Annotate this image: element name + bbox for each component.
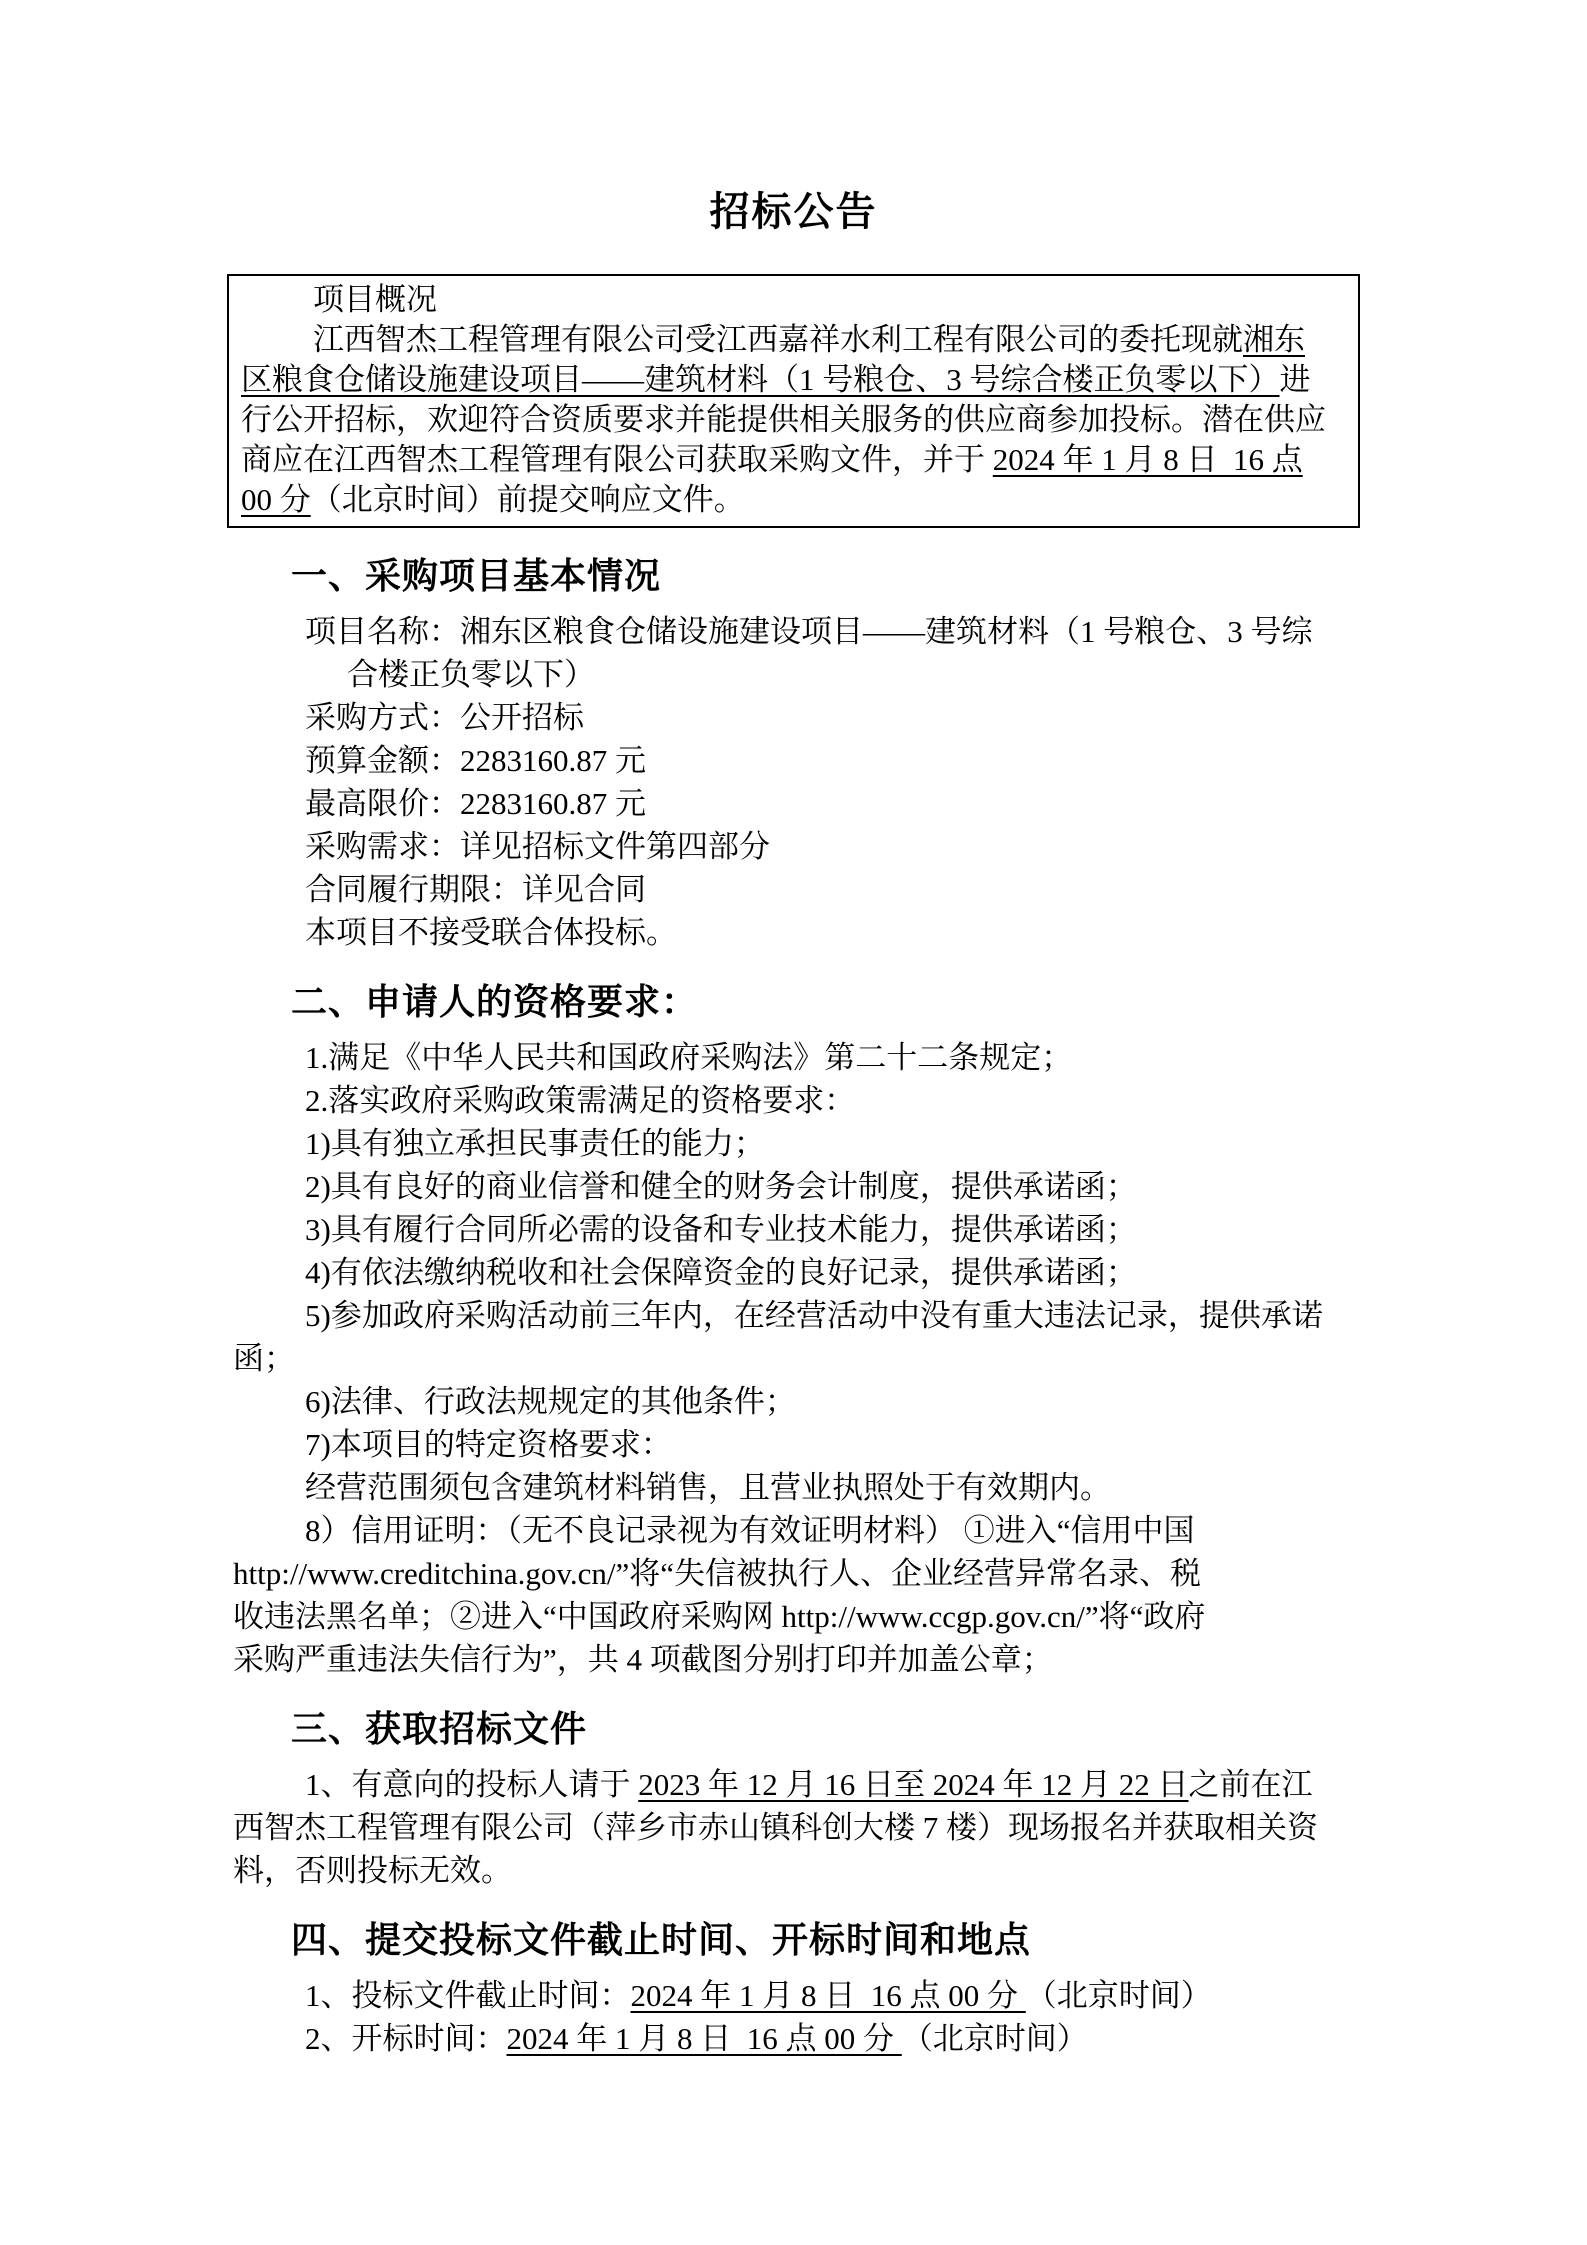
section-heading-2: 二、申请人的资格要求： xyxy=(291,982,699,1022)
text-line xyxy=(233,1294,1443,1337)
text-segment: 合楼正负零以下） xyxy=(347,657,595,692)
text-line xyxy=(233,825,1443,868)
section-heading-4: 四、提交投标文件截止时间、开标时间和地点 xyxy=(291,1920,1032,1960)
text-line xyxy=(233,1251,1443,1294)
underlined-segment: 00 分 xyxy=(241,482,311,517)
text-line xyxy=(241,320,1346,360)
text-segment: 采购需求：详见招标文件第四部分 xyxy=(305,829,770,864)
underlined-segment: 2024 年 1 月 8 日 16 点 00 分 xyxy=(506,2021,902,2056)
text-segment: 之前在江 xyxy=(1188,1767,1313,1802)
text-line xyxy=(233,1974,1443,2017)
text-line xyxy=(241,360,1346,400)
underlined-segment: 2023 年 12 月 16 日至 2024 年 12 月 22 日 xyxy=(638,1767,1189,1802)
document-title: 招标公告 xyxy=(709,189,878,234)
text-segment: 收违法黑名单；②进入“中国政府采购网 http://www.ccgp.gov.cn/”将“政府 xyxy=(233,1599,1206,1634)
underlined-segment: 区粮食仓储设施建设项目——建筑材料（1 号粮仓、3 号综合楼正负零以下） xyxy=(241,362,1280,397)
text-line xyxy=(233,1806,1443,1849)
text-segment: 2、开标时间： xyxy=(305,2021,507,2056)
text-segment: 1、投标文件截止时间： xyxy=(305,1978,631,2013)
text-line xyxy=(233,1638,1443,1681)
text-segment: 采购方式：公开招标 xyxy=(305,700,584,735)
text-line xyxy=(233,1509,1443,1552)
text-segment: 3)具有履行合同所必需的设备和专业技术能力，提供承诺函； xyxy=(305,1212,1137,1247)
text-segment: 经营范围须包含建筑材料销售，且营业执照处于有效期内。 xyxy=(305,1470,1111,1505)
underlined-segment: 湘东 xyxy=(1243,322,1305,357)
text-segment: 1.满足《中华人民共和国政府采购法》第二十二条规定； xyxy=(305,1040,1073,1075)
section-body-3 xyxy=(233,1763,1443,1892)
document-body xyxy=(233,552,1443,2060)
section-heading-1: 一、采购项目基本情况 xyxy=(291,556,662,596)
text-segment: 预算金额：2283160.87 元 xyxy=(305,743,646,778)
text-segment: （北京时间） xyxy=(901,2021,1088,2056)
text-line xyxy=(233,868,1443,911)
text-segment: 最高限价：2283160.87 元 xyxy=(305,786,646,821)
text-line xyxy=(233,1122,1443,1165)
text-line xyxy=(241,440,1346,480)
text-line xyxy=(233,911,1443,954)
text-segment: 6)法律、行政法规规定的其他条件； xyxy=(305,1384,796,1419)
text-segment: 函； xyxy=(233,1341,295,1376)
text-segment: 料，否则投标无效。 xyxy=(233,1853,512,1888)
text-segment: 2.落实政府采购政策需满足的资格要求： xyxy=(305,1083,856,1118)
text-segment: http://www.creditchina.gov.cn/”将“失信被执行人、企业经营异常名录、税 xyxy=(233,1556,1202,1591)
text-segment: 项目概况 xyxy=(313,282,437,317)
text-line xyxy=(233,1165,1443,1208)
text-line xyxy=(233,2017,1443,2060)
project-overview-box xyxy=(227,274,1360,528)
section-heading-3: 三、获取招标文件 xyxy=(291,1709,588,1749)
text-segment: 本项目不接受联合体投标。 xyxy=(305,915,677,950)
section-body-4 xyxy=(233,1974,1443,2060)
text-line xyxy=(233,1380,1443,1423)
text-segment: 商应在江西智杰工程管理有限公司获取采购文件，并于 xyxy=(241,442,993,477)
text-segment: （北京时间）前提交响应文件。 xyxy=(310,482,745,517)
text-segment: 5)参加政府采购活动前三年内，在经营活动中没有重大违法记录，提供承诺 xyxy=(305,1298,1323,1333)
text-segment: 采购严重违法失信行为”，共 4 项截图分别打印并加盖公章； xyxy=(233,1642,1053,1677)
text-line xyxy=(233,1036,1443,1079)
text-segment: 行公开招标，欢迎符合资质要求并能提供相关服务的供应商参加投标。潜在供应 xyxy=(241,402,1326,437)
text-line xyxy=(233,1208,1443,1251)
text-segment: 合同履行期限：详见合同 xyxy=(305,872,646,907)
text-line xyxy=(233,1763,1443,1806)
text-line xyxy=(233,1552,1443,1595)
underlined-segment: 2024 年 1 月 8 日 16 点 xyxy=(992,442,1303,477)
text-line xyxy=(233,696,1443,739)
text-line xyxy=(233,1423,1443,1466)
text-line xyxy=(233,610,1443,653)
text-line xyxy=(233,1849,1443,1892)
text-line xyxy=(233,1595,1443,1638)
text-line xyxy=(233,653,1443,696)
text-segment: 2)具有良好的商业信誉和健全的财务会计制度，提供承诺函； xyxy=(305,1169,1137,1204)
text-segment: 7)本项目的特定资格要求： xyxy=(305,1427,672,1462)
text-line xyxy=(233,739,1443,782)
text-segment: 4)有依法缴纳税收和社会保障资金的良好记录，提供承诺函； xyxy=(305,1255,1137,1290)
text-line xyxy=(241,280,1346,320)
text-segment: 1、有意向的投标人请于 xyxy=(305,1767,639,1802)
text-line xyxy=(233,1337,1443,1380)
text-segment: 项目名称：湘东区粮食仓储设施建设项目——建筑材料（1 号粮仓、3 号综 xyxy=(305,614,1313,649)
underlined-segment: 2024 年 1 月 8 日 16 点 00 分 xyxy=(630,1978,1026,2013)
text-line xyxy=(241,480,1346,520)
section-body-2 xyxy=(233,1036,1443,1681)
text-segment: 1)具有独立承担民事责任的能力； xyxy=(305,1126,765,1161)
text-segment: 西智杰工程管理有限公司（萍乡市赤山镇科创大楼 7 楼）现场报名并获取相关资 xyxy=(233,1810,1318,1845)
text-segment: 江西智杰工程管理有限公司受江西嘉祥水利工程有限公司的委托现就 xyxy=(313,322,1243,357)
section-body-1 xyxy=(233,610,1443,954)
text-segment: （北京时间） xyxy=(1025,1978,1212,2013)
text-line xyxy=(233,1466,1443,1509)
text-line xyxy=(233,782,1443,825)
text-line xyxy=(241,400,1346,440)
text-line xyxy=(233,1079,1443,1122)
text-segment: 8）信用证明：（无不良记录视为有效证明材料） ①进入“信用中国 xyxy=(305,1513,1195,1548)
text-segment: 进 xyxy=(1279,362,1311,397)
